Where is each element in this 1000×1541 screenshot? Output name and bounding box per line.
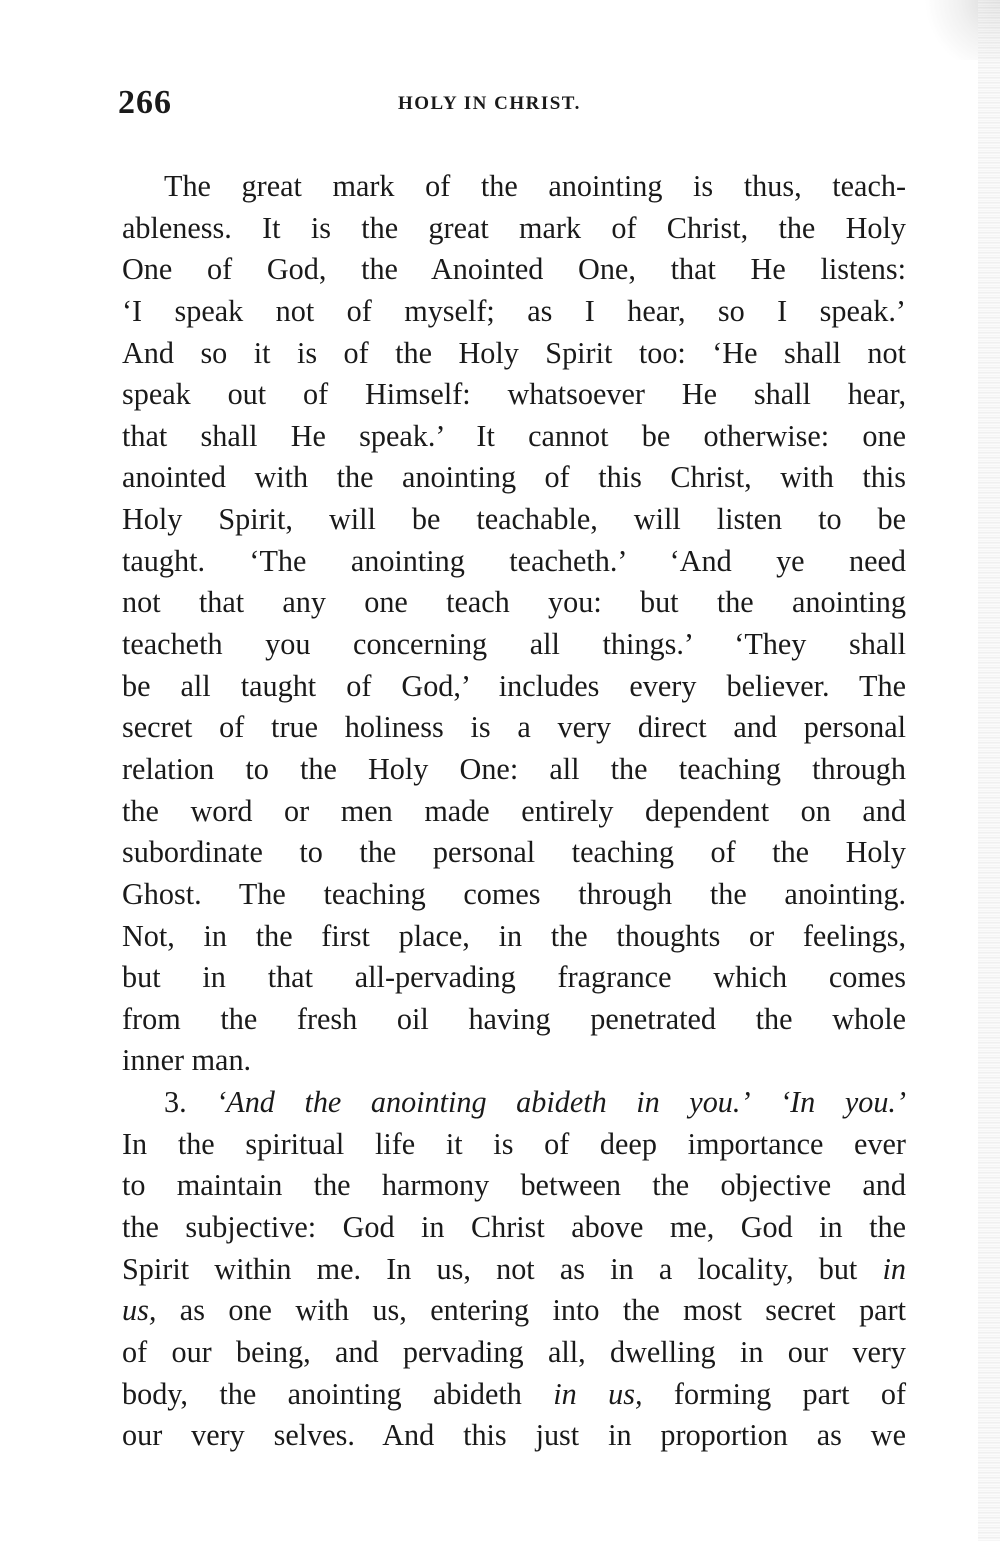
text-line: that shall He speak.’ It cannot be otherwise: one	[122, 418, 906, 453]
page-header	[118, 84, 638, 124]
text-line: ‘I speak not of myself; as I hear, so I speak.’	[122, 293, 906, 328]
text-line: subordinate to the personal teaching of the Holy	[122, 835, 906, 870]
text-line	[122, 1082, 906, 1124]
page-number: 266	[118, 84, 172, 121]
text-line	[122, 1374, 906, 1416]
text-line	[122, 1249, 906, 1291]
section-number: 3.	[164, 1085, 187, 1120]
text-line: speak out of Himself: whatsoever He shall hear,	[122, 377, 906, 412]
text-line: The great mark of the anointing is thus, teach-	[164, 169, 906, 203]
text-line: to maintain the harmony between the objective and	[122, 1168, 906, 1203]
italic-quote: ‘In you.’	[780, 1085, 907, 1120]
italic-quote: ‘And the anointing abideth in you.’	[216, 1085, 751, 1120]
text-line: inner man.	[122, 1043, 252, 1078]
text-line: One of God, the Anointed One, that He listens:	[122, 252, 906, 287]
body-text	[122, 166, 906, 1457]
text-line: our very selves. And this just in proportion as we	[122, 1418, 906, 1453]
text-segment: forming part of	[673, 1376, 907, 1411]
text-line: the word or men made entirely dependent on and	[122, 793, 906, 828]
text-line: Ghost. The teaching comes through the anointing.	[122, 876, 906, 911]
text-line: but in that all-pervading fragrance which comes	[122, 960, 906, 995]
text-line	[122, 1290, 906, 1332]
text-line: of our being, and pervading all, dwelling in our very	[122, 1334, 906, 1369]
text-line: taught. ‘The anointing teacheth.’ ‘And ye need	[122, 543, 906, 578]
italic-word: us,	[122, 1293, 157, 1328]
text-line: Not, in the first place, in the thoughts or feelings,	[122, 918, 906, 953]
italic-word: in us,	[553, 1376, 643, 1411]
text-line: relation to the Holy One: all the teaching through	[122, 751, 906, 786]
italic-word: in	[882, 1251, 906, 1286]
page-edge-texture	[978, 0, 1000, 1541]
text-line: In the spiritual life it is of deep importance ever	[122, 1126, 906, 1161]
text-line: teacheth you concerning all things.’ ‘They shall	[122, 627, 906, 662]
text-line: anointed with the anointing of this Christ, with this	[122, 460, 906, 495]
running-title: HOLY IN CHRIST.	[398, 93, 581, 114]
text-line: ableness. It is the great mark of Christ, the Holy	[122, 210, 906, 245]
text-line: from the fresh oil having penetrated the whole	[122, 1001, 906, 1036]
text-line: And so it is of the Holy Spirit too: ‘He shall not	[122, 335, 906, 370]
text-line: not that any one teach you: but the anointing	[122, 585, 906, 620]
text-segment: body, the anointing abideth	[122, 1376, 522, 1411]
text-segment: Spirit within me. In us, not as in a locality, but	[122, 1251, 858, 1286]
text-segment: as one with us, entering into the most secret part	[179, 1293, 906, 1328]
text-line: Holy Spirit, will be teachable, will listen to be	[122, 502, 906, 537]
text-line: secret of true holiness is a very direct and personal	[122, 710, 906, 745]
text-line: the subjective: God in Christ above me, God in the	[122, 1210, 906, 1245]
text-line: be all taught of God,’ includes every believer. The	[122, 668, 906, 703]
